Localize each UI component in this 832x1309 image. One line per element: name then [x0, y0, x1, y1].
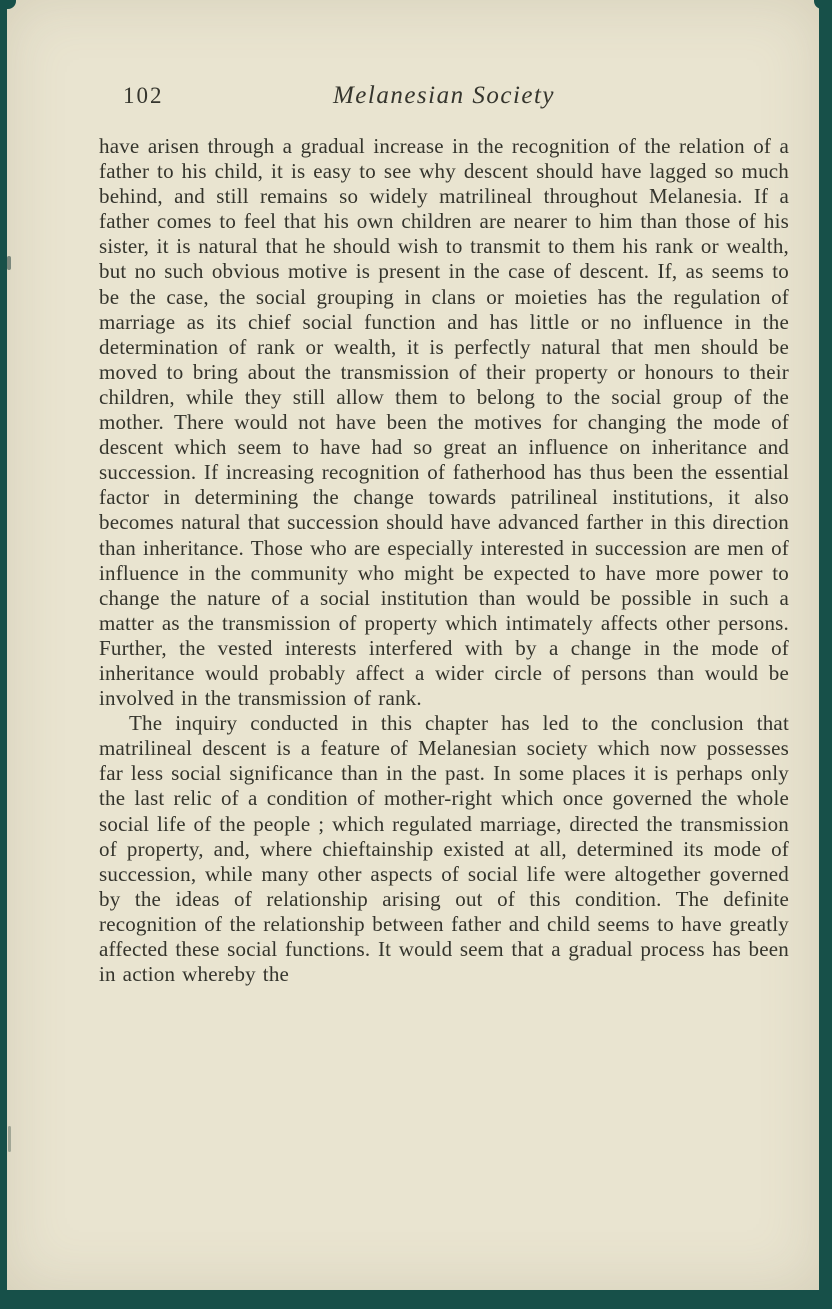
- page-number: 102: [123, 83, 164, 108]
- scan-artifact: [8, 1126, 11, 1152]
- page-header: [99, 82, 789, 110]
- paper-sheet: [7, 0, 819, 1290]
- scan-corner-shadow: [814, 0, 832, 9]
- paragraph-continuation: have arisen through a gradual increase in the recognition of the relation of a father to his child, it is easy to see why descent should have lagged so much behind, and still remains so widely matrilineal throughout Melanesia. If a father comes to feel that his own children are nearer to him than those of his sister, it is natural that he should wish to transmit to them his rank or wealth, but no such obvious motive is present in the case of descent. If, as seems to be the case, the social grouping in clans or moieties has the regulation of marriage as its chief social function and has little or no influence in the determination of rank or wealth, it is perfectly natural that men should be moved to bring about the transmission of their property or honours to their children, while they still allow them to belong to the social group of the mother. There would not have been the motives for changing the mode of descent which seem to have had so great an influence on inheritance and succession. If increasing recognition of fatherhood has thus been the essential factor in determining the change towards patrilineal institutions, it also becomes natural that succession should have advanced farther in this direction than inheritance. Those who are especially interested in succession are men of influence in the community who might be expected to have more power to change the nature of a social institution than would be possible in such a matter as the transmission of property which intimately affects other persons. Further, the vested interests interfered with by a change in the mode of inheritance would probably affect a wider circle of persons than would be involved in the transmission of rank.: [99, 134, 789, 711]
- text-block: [99, 82, 789, 987]
- running-title: Melanesian Society: [332, 82, 556, 109]
- scan-artifact: [7, 256, 11, 270]
- paragraph: The inquiry conducted in this chapter has led to the conclusion that matrilineal descent is a feature of Melanesian society which now possesses far less social significance than in the past. In some places it is perhaps only the last relic of a condition of mother-right which once governed the whole social life of the people ; which regulated marriage, directed the transmission of property, and, where chieftainship existed at all, determined its mode of succession, while many other aspects of social life were altogether governed by the ideas of relationship arising out of this condition. The definite recognition of the relationship between father and child seems to have greatly affected these social functions. It would seem that a gradual process has been in action whereby the: [99, 711, 789, 987]
